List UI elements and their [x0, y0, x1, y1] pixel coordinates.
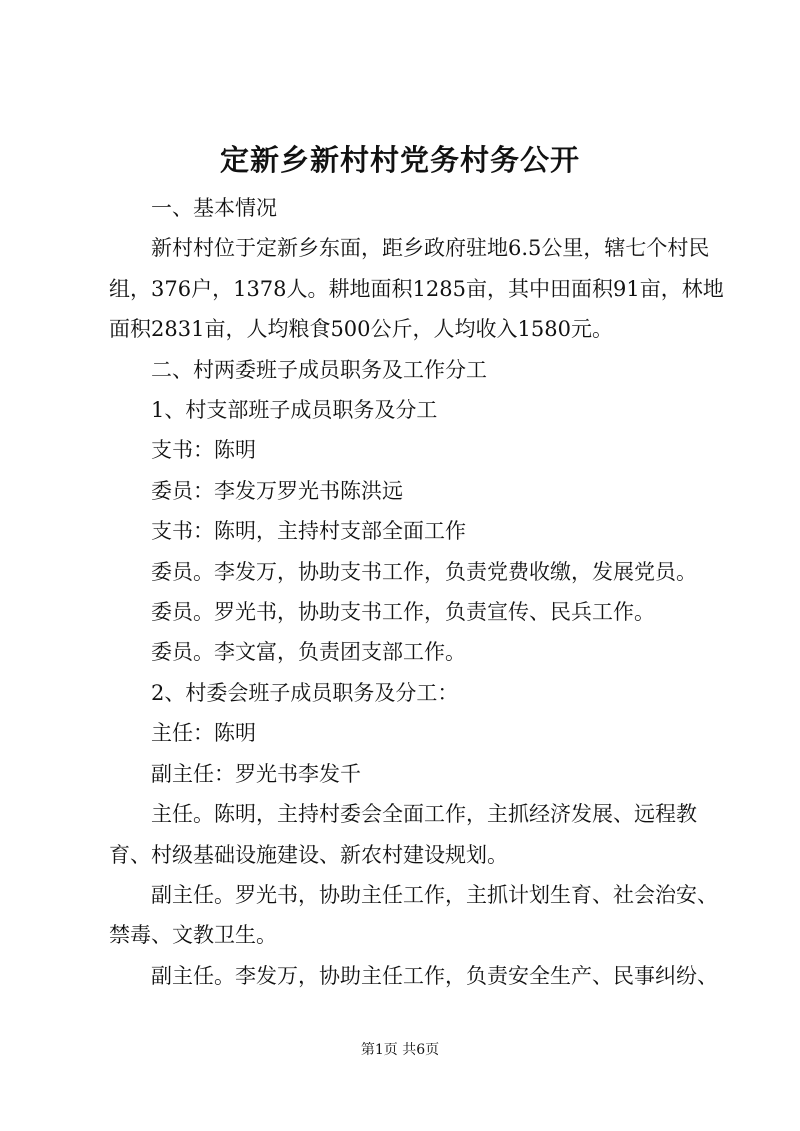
paragraph: 副主任：罗光书李发千: [151, 761, 361, 786]
paragraph: 支书：陈明: [151, 438, 256, 463]
paragraph: 委员：李发万罗光书陈洪远: [151, 478, 403, 503]
paragraph: 1、村支部班子成员职务及分工: [151, 398, 438, 423]
paragraph: 副主任。罗光书，协助主任工作，主抓计划生育、社会治安、禁毒、文教卫生。: [109, 882, 718, 948]
paragraph: 新村村位于定新乡东面，距乡政府驻地6.5公里，辖七个村民组，376户，1378人。耕地面积1285亩，其中田面积91亩，林地面积2831亩，人均粮食500公斤，人均收入1580元。: [109, 236, 724, 342]
paragraph: 副主任。李发万，协助主任工作，负责安全生产、民事纠纷、: [151, 963, 718, 988]
paragraph: 二、村两委班子成员职务及工作分工: [151, 357, 487, 382]
document-title: 定新乡新村村党务村务公开: [219, 143, 580, 177]
paragraph: 主任。陈明，主持村委会全面工作，主抓经济发展、远程教育、村级基础设施建设、新农村建设规划。: [109, 802, 697, 867]
paragraph: 委员。李文富，负责团支部工作。: [151, 640, 466, 665]
paragraph: 委员。李发万，协助支书工作，负责党费收缴，发展党员。: [151, 559, 697, 584]
document-body: [109, 188, 729, 996]
page-footer: 第1页 共6页: [360, 1042, 440, 1058]
paragraph: 2、村委会班子成员职务及分工：: [151, 680, 459, 705]
paragraph: 支书：陈明，主持村支部全面工作: [151, 519, 466, 544]
paragraph: 一、基本情况: [151, 196, 277, 220]
paragraph: 委员。罗光书，协助支书工作，负责宣传、民兵工作。: [151, 600, 655, 625]
paragraph: 主任：陈明: [151, 721, 256, 746]
